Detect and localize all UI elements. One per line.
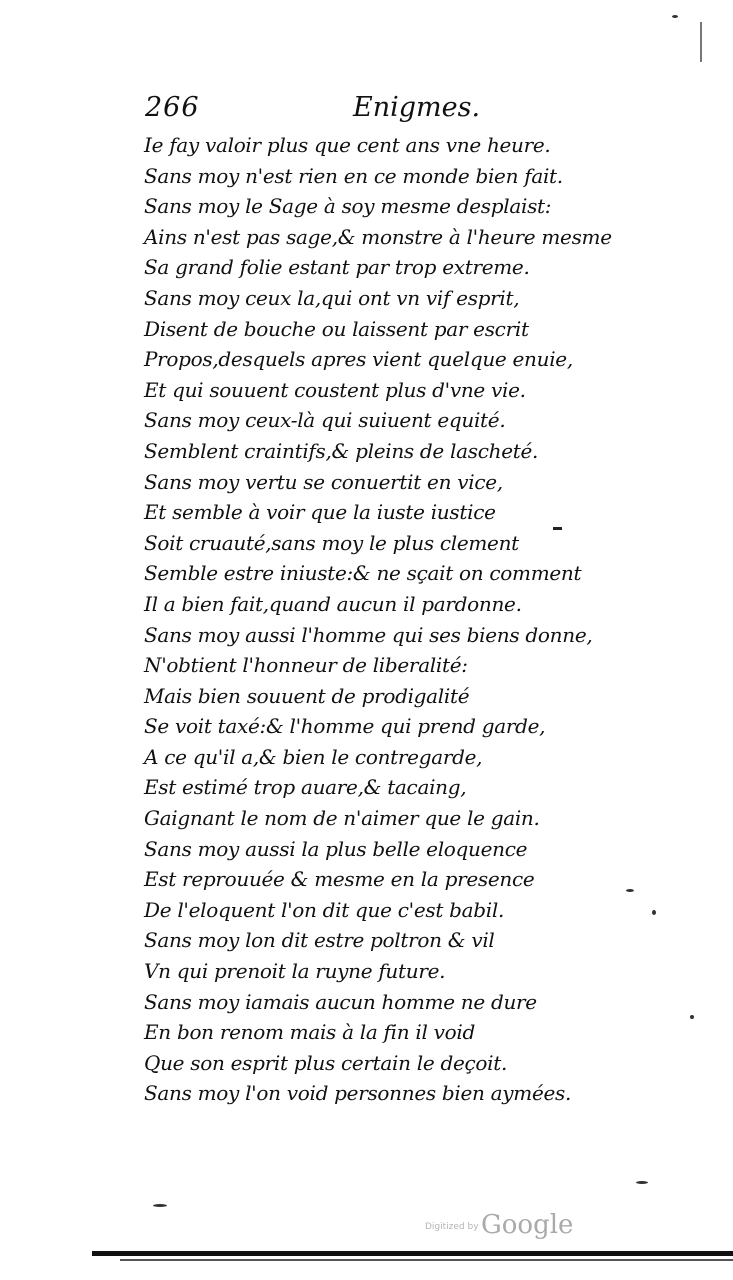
verse-line: Semblent craintifs,& pleins de lascheté. xyxy=(144,438,539,463)
page-edge-rule xyxy=(92,1251,733,1256)
verse-line: Sans moy l'on void personnes bien aymées. xyxy=(144,1081,572,1106)
scan-mark xyxy=(700,22,702,62)
page-header xyxy=(145,92,545,126)
scan-speck xyxy=(153,1204,167,1207)
verse-line: Il a bien fait,quand aucun il pardonne. xyxy=(144,591,522,616)
verse-line: Sa grand folie estant par trop extreme. xyxy=(144,255,530,280)
scan-speck xyxy=(626,889,634,892)
verse-line: Soit cruauté,sans moy le plus clement xyxy=(144,530,519,555)
verse-line: Semble estre iniuste:& ne sçait on comment xyxy=(144,561,582,586)
verse-line: Gaignant le nom de n'aimer que le gain. xyxy=(144,806,540,831)
verse-line: Sans moy ceux-là qui suiuent equité. xyxy=(144,408,506,433)
verse-line: Et semble à voir que la iuste iustice xyxy=(144,500,496,525)
scan-speck xyxy=(652,910,656,915)
verse-line: Sans moy vertu se conuertit en vice, xyxy=(144,469,503,494)
verse-line: De l'eloquent l'on dit que c'est babil. xyxy=(144,897,505,922)
verse-line: Sans moy n'est rien en ce monde bien fait. xyxy=(144,163,563,188)
scan-mark xyxy=(553,527,562,530)
scan-speck xyxy=(690,1015,694,1019)
verse-line: Sans moy lon dit estre poltron & vil xyxy=(144,928,495,953)
watermark-prefix: Digitized by xyxy=(425,1222,479,1232)
verse-text xyxy=(144,130,684,1109)
verse-line: Ie fay valoir plus que cent ans vne heure. xyxy=(144,133,551,157)
verse-line: Est estimé trop auare,& tacaing, xyxy=(144,775,467,800)
verse-line: Ains n'est pas sage,& monstre à l'heure mesme xyxy=(144,224,612,249)
verse-line: Que son esprit plus certain le deçoit. xyxy=(144,1050,508,1075)
verse-line: Et qui souuent coustent plus d'vne vie. xyxy=(144,377,526,402)
verse-line: Mais bien souuent de prodigalité xyxy=(144,683,470,708)
digitization-watermark xyxy=(425,1212,595,1242)
verse-line: Est reprouuée & mesme en la presence xyxy=(144,867,535,892)
running-title: Enigmes. xyxy=(353,92,481,123)
verse-line: Sans moy ceux la,qui ont vn vif esprit, xyxy=(144,285,520,310)
verse-line: A ce qu'il a,& bien le contregarde, xyxy=(144,744,483,769)
page-edge-rule xyxy=(120,1259,733,1261)
verse-line: Sans moy iamais aucun homme ne dure xyxy=(144,989,537,1014)
scan-speck xyxy=(636,1181,648,1184)
verse-line: N'obtient l'honneur de liberalité: xyxy=(144,653,468,678)
google-logo: Google xyxy=(481,1210,574,1240)
verse-line: Sans moy aussi la plus belle eloquence xyxy=(144,836,528,861)
verse-line: Disent de bouche ou laissent par escrit xyxy=(144,316,529,341)
verse-line: Se voit taxé:& l'homme qui prend garde, xyxy=(144,714,546,739)
verse-line: Vn qui prenoit la ruyne future. xyxy=(144,959,446,984)
verse-line: En bon renom mais à la fin il void xyxy=(144,1020,475,1045)
verse-line: Sans moy le Sage à soy mesme desplaist: xyxy=(144,194,552,219)
verse-line: Sans moy aussi l'homme qui ses biens donne, xyxy=(144,622,593,647)
verse-line: Propos,desquels apres vient quelque enuie, xyxy=(144,347,573,372)
page-number: 266 xyxy=(145,92,200,123)
scan-speck xyxy=(672,15,678,18)
